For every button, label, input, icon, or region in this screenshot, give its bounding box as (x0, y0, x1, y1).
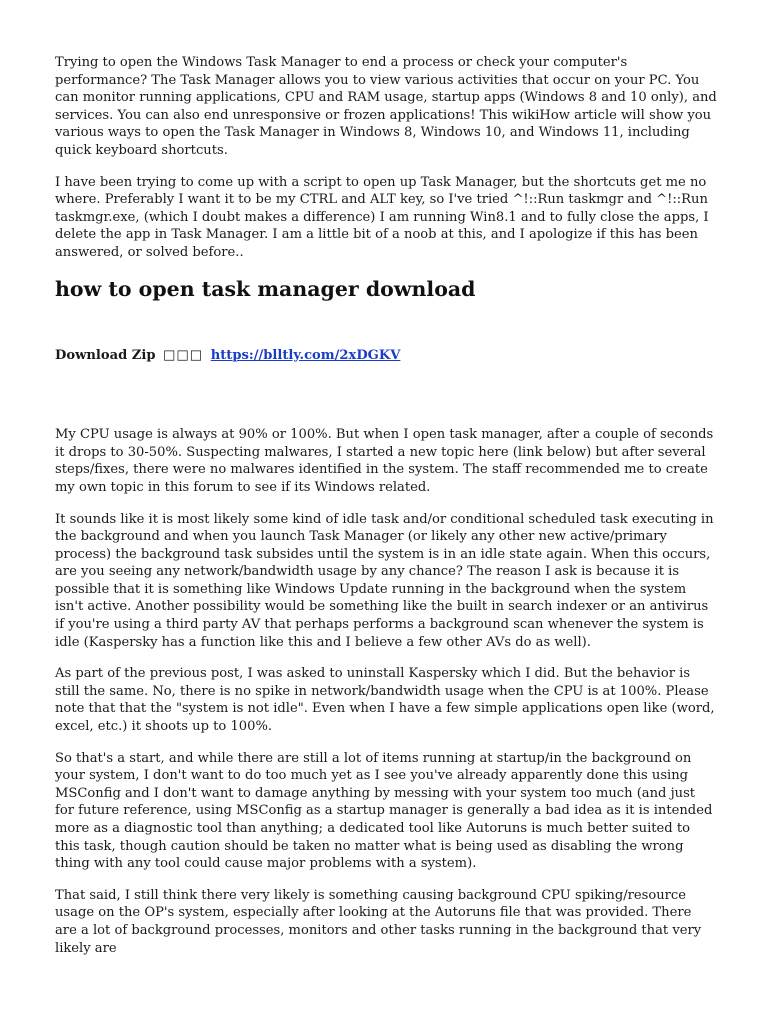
intro-paragraph-1: Trying to open the Windows Task Manager to end a process or check your computer's performance? The Task Manager allows you to view various activities that occur on your PC. You can monitor running applications, CPU and RAM usage, startup apps (Windows 8 and 10 only), and services. You can also end unresponsive or frozen applications! This wikiHow article will show you various ways to open the Task Manager in Windows 8, Windows 10, and Windows 11, including quick keyboard shortcuts. (55, 55, 717, 158)
page-title: how to open task manager download (55, 276, 476, 301)
download-arrow-icon: □□□ (163, 347, 204, 363)
body-paragraph-1: My CPU usage is always at 90% or 100%. But when I open task manager, after a couple of seconds it drops to 30-50%. Suspecting malwares, I started a new topic here (link below) but after several steps/fixes, there were no malwares identified in the system. The staff recommended me to create my own topic in this forum to see if its Windows related. (55, 427, 714, 495)
intro-paragraph-2: I have been trying to come up with a script to open up Task Manager, but the shortcuts get me no where. Preferably I want it to be my CTRL and ALT key, so I've tried ^!::Run taskmgr and ^!::Run taskmgr.exe, (which I doubt makes a difference) I am running Win8.1 and to fully close the apps, I delete the app in Task Manager. I am a little bit of a noob at this, and I apologize if this has been answered, or solved before.. (55, 174, 709, 260)
download-line (55, 347, 717, 365)
download-label: Download Zip (55, 347, 156, 363)
spacer (55, 364, 717, 426)
body-paragraph-2: It sounds like it is most likely some kind of idle task and/or conditional scheduled task executing in the background and when you launch Task Manager (or likely any other new active/primary process) the background task subsides until the system is in an idle state again. When this occurs, are you seeing any network/bandwidth usage by any chance? The reason I ask is because it is possible that it is something like Windows Update running in the background when the system isn't active. Another possibility would be something like the built in search indexer or an antivirus if you're using a third party AV that perhaps performs a background scan whenever the system is idle (Kaspersky has a function like this and I believe a few other AVs do as well). (55, 511, 714, 650)
body-paragraph-5: That said, I still think there very likely is something causing background CPU spiking/resource usage on the OP's system, especially after looking at the Autoruns file that was provided. There are a lot of background processes, monitors and other tasks running in the background that very likely are (55, 887, 702, 956)
download-link[interactable]: https://blltly.com/2xDGKV (210, 347, 401, 363)
body-paragraph-4: So that's a start, and while there are still a lot of items running at startup/in the background on your system, I don't want to do too much yet as I see you've already apparently done this using MSConfig and I don't want to damage anything by messing with your system too much (and just for future reference, using MSConfig as a startup manager is generally a bad idea as it is intended more as a diagnostic tool than anything; a dedicated tool like Autoruns is much better suited to this task, though caution should be taken no matter what is being used as disabling the wrong thing with any tool could cause major problems with a system). (55, 750, 713, 872)
body-paragraph-3: As part of the previous post, I was asked to uninstall Kaspersky which I did. But the behavior is still the same. No, there is no spike in network/bandwidth usage when the CPU is at 100%. Please note that that the "system is not idle". Even when I have a few simple applications open like (word, excel, etc.) it shoots up to 100%. (55, 666, 715, 735)
document-page (55, 54, 717, 971)
